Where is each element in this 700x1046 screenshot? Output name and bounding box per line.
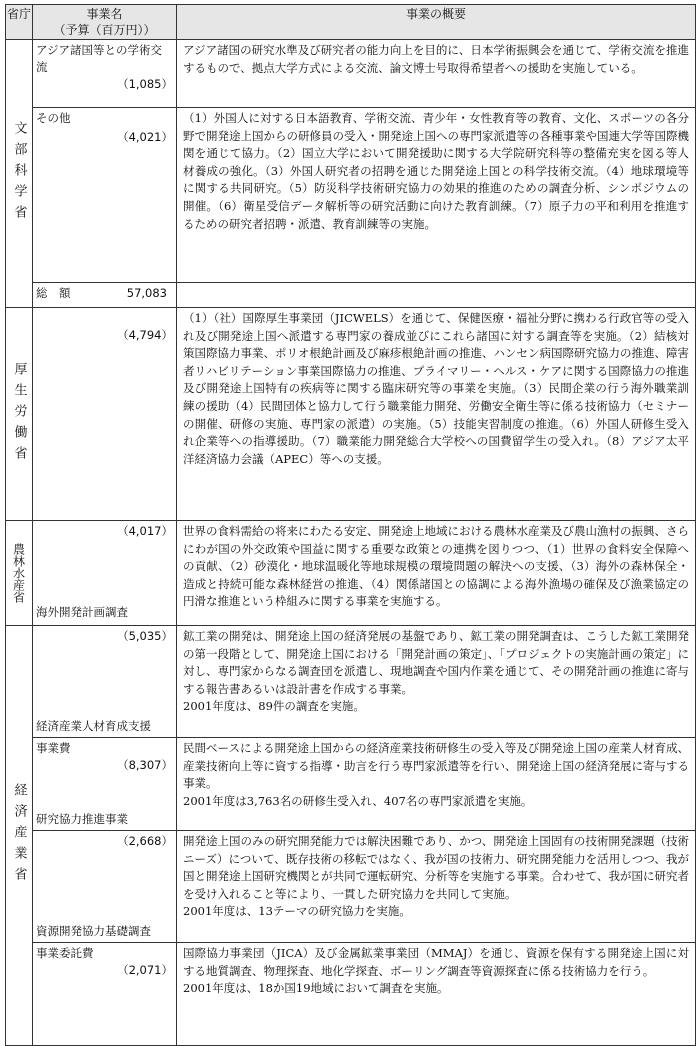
project-description <box>177 943 696 1046</box>
description-note: 2001年度は3,763名の研修生受入れ、407名の専門家派遣を実施。 <box>183 793 533 808</box>
project-name: その他 <box>36 111 71 125</box>
description-text: アジア諸国の研究水準及び研究者の能力向上を目的に、日本学術振興会を通じて、学術交流を推進するもので、拠点大学方式による交流、論文博士号取得希望者への援助を実施している。 <box>183 43 689 75</box>
total-value: 57,083 <box>126 286 167 300</box>
total-row <box>6 283 696 308</box>
table-row <box>6 738 696 831</box>
project-description <box>177 521 696 626</box>
table-row <box>6 40 696 108</box>
table-row <box>6 521 696 626</box>
project-name-cell <box>33 738 177 831</box>
project-name-cell <box>33 831 177 943</box>
project-name-cell <box>33 943 177 1046</box>
project-budget: （5,035） <box>117 629 173 643</box>
project-budget: （4,794） <box>117 328 173 342</box>
project-name-cell <box>33 626 177 738</box>
project-name: 海外開発計画調査 <box>36 605 128 619</box>
description-text: 民間ベースによる開発途上国からの経済産業技術研修生の受入等及び開発途上国の産業人材育成、産業技術向上等に資する指導・助言を行う専門家派遣等を行い、開発途上国の経済発展に寄与する事業。 <box>183 741 689 791</box>
table-row <box>6 108 696 283</box>
ministry-kosei: 厚生労働省 <box>6 308 33 521</box>
header-overview: 事業の概要 <box>177 5 696 40</box>
table-row <box>6 308 696 521</box>
description-text: 開発途上国のみの研究開発能力では解決困難であり、かつ、開発途上国固有の技術開発課題（技術ニーズ）について、既存技術の移転ではなく、我が国の技術力、研究開発能力を活用しつつ、我が国と開発途上国研究機関とが共同で運転研究、分析等を実施する事業。合わせて、我が国に研究者を受け入れること等により、一貫した研究協力を共同して実施。 <box>183 834 689 901</box>
header-project-name <box>33 5 177 40</box>
ministry-keizai: 経済産業省 <box>6 626 33 1046</box>
description-text: 鉱工業の開発は、開発途上国の経済発展の基盤であり、鉱工業の開発調査は、こうした鉱工業開発の第一段階として、開発途上国における「開発計画の策定」、「プロジェクトの実施計画の策定」に対し、専門家からなる調査団を派遣し、現地調査や国内作業を通じて、その開発計画の推進に寄与する報告書あるいは設計書を作成する事業。 <box>183 629 689 696</box>
project-name-cell <box>33 40 177 108</box>
project-name: 研究協力推進事業 <box>36 812 128 826</box>
header-project-budget-line2: （予算（百万円）） <box>53 23 156 37</box>
project-budget: （8,307） <box>117 758 173 772</box>
project-name-top: 事業委託費 <box>36 946 94 960</box>
description-text: 世界の食料需給の将来にわたる安定、開発途上地域における農林水産業及び農山漁村の振興、さらにわが国の外交政策や国益に関する重要な政策との連携を図りつつ、（1）世界の食料安全保障への貢献、（2）砂漠化・地球温暖化等地球規模の環境問題の解決への支援、（3）海外の森林保全・造成と持続可能な森林経営の推進、（4）関係諸国との協調による海外漁場の確保及び漁業協定の円滑な推進という枠組みに関する事業を実施する。 <box>183 524 689 609</box>
table-row <box>6 831 696 943</box>
project-description <box>177 831 696 943</box>
project-name-top: 事業費 <box>36 741 71 755</box>
description-text: 国際協力事業団（JICA）及び金属鉱業事業団（MMAJ）を通じ、資源を保有する開発途上国に対する地質調査、物理探査、地化学探査、ボーリング調査等資源探査に係る技術協力を行う。 <box>183 946 689 978</box>
project-name-cell <box>33 308 177 521</box>
aid-program-table <box>5 4 696 1046</box>
ministry-monbu: 文部科学省 <box>6 40 33 308</box>
project-budget: （4,021） <box>117 130 173 144</box>
table-row <box>6 626 696 738</box>
project-name: 経済産業人材育成支援 <box>36 719 151 733</box>
project-description <box>177 108 696 283</box>
header-project-name-line1: 事業名 <box>86 7 123 21</box>
table-header-row <box>6 5 696 40</box>
project-budget: （1,085） <box>117 77 173 91</box>
project-budget: （2,668） <box>117 834 173 848</box>
project-description <box>177 40 696 108</box>
project-description <box>177 626 696 738</box>
project-name: アジア諸国等との学術交流 <box>36 43 163 74</box>
project-description <box>177 308 696 521</box>
project-budget: （4,017） <box>117 524 173 538</box>
table-row <box>6 943 696 1046</box>
empty-cell <box>177 283 696 308</box>
project-name-cell <box>33 108 177 283</box>
total-label: 総 額 <box>36 286 71 300</box>
total-cell <box>33 283 177 308</box>
project-name: 資源開発協力基礎調査 <box>36 924 151 938</box>
ministry-norin: 農林水産省 <box>6 521 33 626</box>
description-note: 2001年度は、13テーマの研究協力を実施。 <box>183 904 411 919</box>
project-name-cell <box>33 521 177 626</box>
description-text: （1）（社）国際厚生事業団（JICWELS）を通じて、保健医療・福祉分野に携わる行政官等の受入れ及び開発途上国へ派遣する専門家の養成並びにこれら諸国に対する調査等を実施。（2）結核対策国際協力事業、ポリオ根絶計画及び麻疹根絶計画の推進、ハンセン病国際研究協力の推進、障害者リハビリテーション事業国際協力の推進、プライマリー・ヘルス・ケアに関する国際協力の推進及び開発途上国特有の疾病等に関する臨床研究等の事業を実施。（3）民間企業の行う海外職業訓練の援助（4）民間団体と協力して行う職業能力開発、労働安全衛生等に係る技術協力（セミナーの開催、研修の実施、専門家の派遣）の実施。（5）技能実習制度の推進。（6）外国人研修生受入れ企業等への指導援助。（7）職業能力開発総合大学校への国費留学生の受入れ。（8）アジア太平洋経済協力会議（APEC）等への支援。 <box>183 311 689 466</box>
description-note: 2001年度は、89件の調査を実施。 <box>183 699 365 714</box>
header-ministry: 省庁 <box>6 5 33 40</box>
project-description <box>177 738 696 831</box>
description-text: （1）外国人に対する日本語教育、学術交流、青少年・女性教育等の教育、文化、スポーツの各分野で開発途上国からの研修員の受入・開発途上国への専門家派遣等の各種事業や国連大学等国際機関を通じて協力。（2）国立大学において開発援助に関する大学院研究科等の整備充実を図る等人材養成の強化。（3）外国人研究者の招聘を通じた開発途上国との科学技術交流。（4）地球環境等に関する共同研究。（5）防災科学技術研究協力の効果的推進のための調査分析、シンポジウムの開催。（6）衛星受信データ解析等の研究活動に向けた教育訓練。（7）原子力の平和利用を推進するための研究者招聘・派遣、教育訓練等の実施。 <box>183 111 689 231</box>
project-budget: （2,071） <box>117 963 173 977</box>
description-note: 2001年度は、18か国19地域において調査を実施。 <box>183 981 449 996</box>
